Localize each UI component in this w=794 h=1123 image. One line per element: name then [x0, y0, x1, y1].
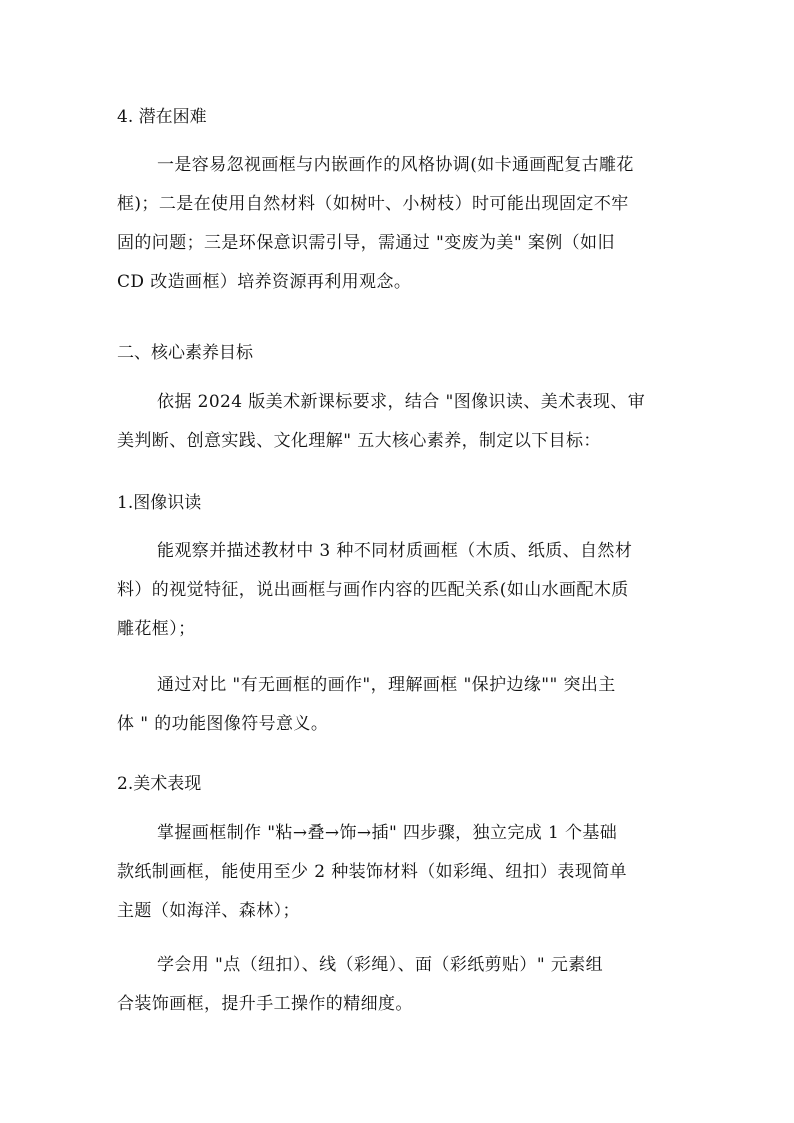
text-line: 能观察并描述教材中 3 种不同材质画框（木质、纸质、自然材 — [157, 541, 633, 561]
paragraph-core-goals — [117, 383, 677, 461]
section-heading-art-expression: 2.美术表现 — [117, 774, 202, 794]
text-line: 合装饰画框，提升手工操作的精细度。 — [117, 994, 413, 1014]
text-line: 固的问题；三是环保意识需引导，需通过 "变废为美" 案例（如旧 — [117, 233, 615, 253]
text-line: 一是容易忽视画框与内嵌画作的风格协调(如卡通画配复古雕花 — [157, 155, 634, 175]
text-line: 框)；二是在使用自然材料（如树叶、小树枝）时可能出现固定不牢 — [117, 194, 629, 214]
paragraph-image-reading-2 — [117, 666, 677, 744]
text-line: 学会用 "点（纽扣）、线（彩绳）、面（彩纸剪贴）" 元素组 — [157, 955, 604, 975]
paragraph-image-reading-1 — [117, 532, 677, 649]
text-line: 雕花框）； — [117, 619, 196, 639]
section-heading-difficulty: 4. 潜在困难 — [117, 107, 207, 127]
text-line: 款纸制画框，能使用至少 2 种装饰材料（如彩绳、纽扣）表现简单 — [117, 862, 628, 882]
text-line: 掌握画框制作 "粘→叠→饰→插" 四步骤，独立完成 1 个基础 — [157, 823, 618, 843]
text-line: 依据 2024 版美术新课标要求，结合 "图像识读、美术表现、审 — [157, 392, 646, 412]
section-heading-core-goals: 二、核心素养目标 — [117, 343, 253, 363]
paragraph-difficulty — [117, 146, 677, 302]
text-line: 通过对比 "有无画框的画作"，理解画框 "保护边缘"" 突出主 — [157, 675, 616, 695]
text-line: 美判断、创意实践、文化理解" 五大核心素养，制定以下目标： — [117, 431, 601, 451]
text-line: 料）的视觉特征，说出画框与画作内容的匹配关系(如山水画配木质 — [117, 580, 629, 600]
paragraph-art-expression-2 — [117, 946, 677, 1024]
section-heading-image-reading: 1.图像识读 — [117, 493, 202, 513]
text-line: 体 " 的功能图像符号意义。 — [117, 714, 329, 734]
paragraph-art-expression-1 — [117, 814, 677, 931]
text-line: CD 改造画框）培养资源再利用观念。 — [117, 272, 412, 292]
text-line: 主题（如海洋、森林）； — [117, 901, 300, 921]
